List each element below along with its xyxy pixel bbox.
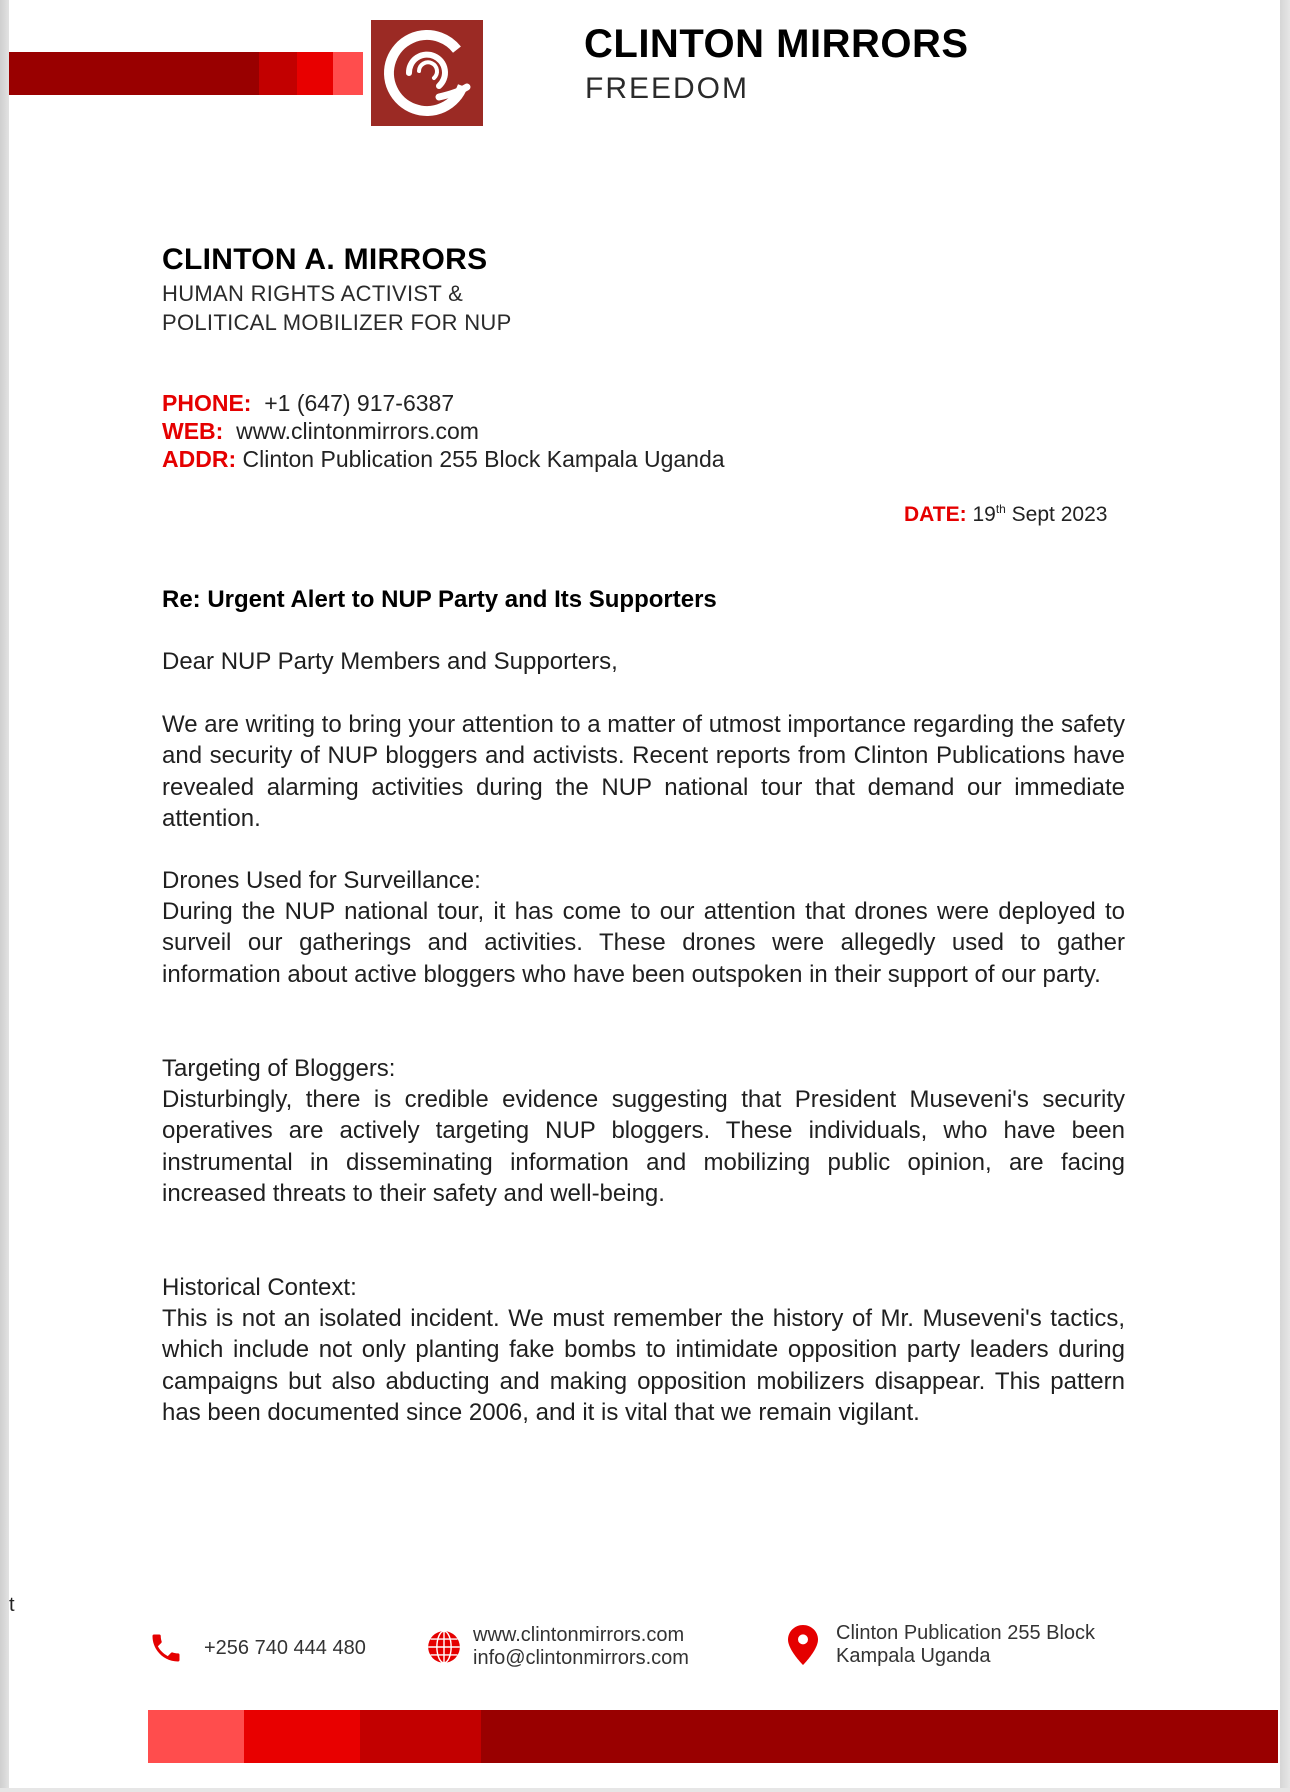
contact-address-label: ADDR: <box>162 446 237 472</box>
section-body-history: This is not an isolated incident. We must remember the history of Mr. Museveni's tactics, which include not only planting fake bombs to intimidate opposition party leaders during campaigns but also abducting and making opposition mobilizers disappear. This pattern has been documented since 2006, and it is vital that we remain vigilant. <box>162 1305 1125 1426</box>
contact-address-value: Clinton Publication 255 Block Kampala Uganda <box>242 446 725 472</box>
letter-salutation: Dear NUP Party Members and Supporters, <box>162 648 618 675</box>
date-day: 19 <box>972 503 996 526</box>
section-body-drones: During the NUP national tour, it has come to our attention that drones were deployed to surveil our gatherings and activities. These drones were allegedly used to gather information about active bloggers who have been outspoken in their support of our party. <box>162 898 1125 988</box>
bar-segment-dark <box>481 1710 1278 1763</box>
letter-date <box>904 502 1107 527</box>
map-pin-icon <box>788 1625 818 1665</box>
swirl-logo-icon <box>371 20 483 126</box>
section-heading-targeting: Targeting of Bloggers: <box>162 1055 396 1082</box>
date-suffix: th <box>995 502 1006 516</box>
brand-title: CLINTON MIRRORS <box>584 22 969 66</box>
contact-phone-value[interactable]: +1 (647) 917-6387 <box>264 390 455 416</box>
section-body-targeting: Disturbingly, there is credible evidence suggesting that President Museveni's security operatives are actively targeting NUP bloggers. These individuals, who have been instrumental in disseminating information and mobilizing public opinion, are facing increased threats to their safety and well-being. <box>162 1086 1125 1207</box>
stray-character: t <box>9 1594 15 1616</box>
bar-segment-mid <box>259 52 297 95</box>
footer-web <box>425 1624 689 1670</box>
footer-email-link[interactable]: info@clintonmirrors.com <box>473 1647 689 1669</box>
section-heading-drones: Drones Used for Surveillance: <box>162 867 481 894</box>
sender-role-line-1: HUMAN RIGHTS ACTIVIST & <box>162 281 464 306</box>
bar-segment-mid <box>360 1710 481 1763</box>
contact-web <box>162 418 479 445</box>
sender-name: CLINTON A. MIRRORS <box>162 243 488 276</box>
footer-web-link[interactable]: www.clintonmirrors.com <box>473 1624 685 1646</box>
page-edge-right <box>1280 0 1290 1792</box>
section-heading-history: Historical Context: <box>162 1274 357 1301</box>
bar-segment-light <box>148 1710 244 1763</box>
bar-segment-red <box>297 52 333 95</box>
footer-address <box>788 1622 1095 1668</box>
date-rest: Sept 2023 <box>1011 503 1108 526</box>
globe-icon <box>425 1628 463 1666</box>
header-accent-bar <box>9 52 363 95</box>
letter-subject: Re: Urgent Alert to NUP Party and Its Supporters <box>162 586 717 613</box>
page-edge-bottom <box>0 1788 1290 1792</box>
brand-subtitle: FREEDOM <box>585 72 749 105</box>
phone-icon <box>148 1630 184 1666</box>
footer-address-line-2: Kampala Uganda <box>836 1645 991 1667</box>
page-edge-left <box>0 0 9 1792</box>
contact-web-link[interactable]: www.clintonmirrors.com <box>236 418 479 444</box>
contact-phone <box>162 390 454 417</box>
contact-address <box>162 446 725 473</box>
contact-web-label: WEB: <box>162 418 224 444</box>
footer-address-line-1: Clinton Publication 255 Block <box>836 1622 1096 1644</box>
bar-segment-dark <box>9 52 259 95</box>
contact-phone-label: PHONE: <box>162 390 252 416</box>
bar-segment-red <box>244 1710 360 1763</box>
date-label: DATE: <box>904 503 967 526</box>
footer-address-text <box>836 1622 1095 1668</box>
bar-segment-light <box>333 52 363 95</box>
footer-phone-text[interactable]: +256 740 444 480 <box>204 1636 366 1659</box>
sender-role-line-2: POLITICAL MOBILIZER FOR NUP <box>162 310 512 335</box>
footer-phone <box>148 1630 366 1666</box>
letter-intro-paragraph: We are writing to bring your attention to a matter of utmost importance regarding the safety and security of NUP bloggers and activists. Recent reports from Clinton Publications have revealed alarming activities during the NUP national tour that demand our immediate attention. <box>162 711 1125 832</box>
footer-accent-bar <box>148 1710 1278 1763</box>
footer-web-text <box>473 1624 689 1670</box>
